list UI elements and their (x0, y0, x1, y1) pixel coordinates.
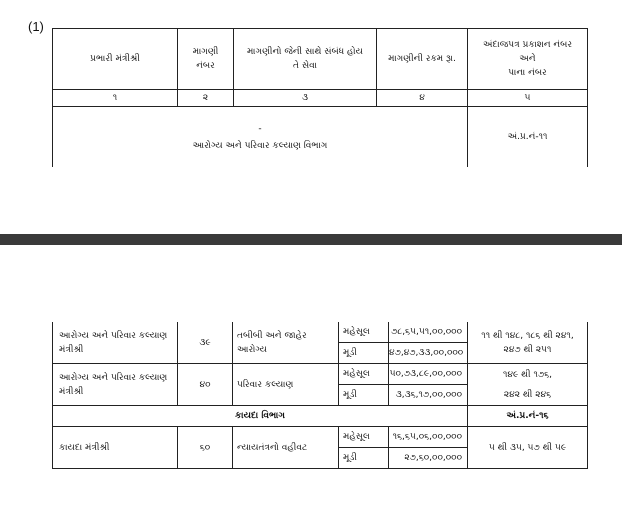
table-row (53, 322, 588, 343)
index-row (53, 90, 588, 107)
revenue-amount: ૭૮,૬૫,૫૧,૦૦,૦૦૦ (389, 322, 468, 343)
minister-cell: આરોગ્ય અને પરિવાર કલ્યાણ મંત્રીશ્રી (53, 364, 178, 406)
demand-number: ૬૦ (178, 427, 233, 469)
page-numbers: ૧૧ થી ૧૪૮, ૧૮૬ થી ૨૪૧, ૨૪૭ થી ૨૫૧ (468, 322, 588, 364)
page-divider (0, 234, 622, 245)
capital-amount: ૨૭,૬૦,૦૦,૦૦૦ (389, 448, 468, 469)
revenue-amount: ૧૬,૬૫,૦૬,૦૦,૦૦૦ (389, 427, 468, 448)
header-row (53, 29, 588, 90)
index-cell: ૪ (377, 90, 468, 107)
table-row (53, 427, 588, 448)
budget-header-table (52, 28, 588, 167)
demand-number: ૪૦ (178, 364, 233, 406)
table-row (53, 364, 588, 385)
index-cell: ૨ (178, 90, 234, 107)
header-service: માગણીનો જેની સાથે સંબંધ હોય તે સેવા (234, 29, 377, 90)
section-number: (1) (28, 19, 44, 34)
capital-label: મૂડી (339, 343, 389, 364)
revenue-amount: ૫૦,૭૩,૮૯,૦૦,૦૦૦ (389, 364, 468, 385)
demand-number: ૩૯ (178, 322, 233, 364)
budget-detail-table (52, 322, 588, 469)
index-cell: ૧ (53, 90, 178, 107)
revenue-label: મહેસૂલ (339, 322, 389, 343)
department-row (53, 406, 588, 427)
service-cell: તબીબી અને જાહેર આરોગ્ય (233, 322, 339, 364)
header-minister: પ્રભારી મંત્રીશ્રી (53, 29, 178, 90)
department-publication: અં.પ્ર.નં-૧૬ (468, 406, 588, 427)
department-name-text: આરોગ્ય અને પરિવાર કલ્યાણ વિભાગ (192, 141, 328, 151)
capital-amount: ૪૭,૪૭,૩૩,૦૦,૦૦૦ (389, 343, 468, 364)
department-name (53, 107, 468, 168)
department-dash: - (258, 124, 262, 134)
index-cell: ૩ (234, 90, 377, 107)
capital-label: મૂડી (339, 448, 389, 469)
service-cell: ન્યાયતંત્રનો વહીવટ (233, 427, 339, 469)
minister-cell: આરોગ્ય અને પરિવાર કલ્યાણ મંત્રીશ્રી (53, 322, 178, 364)
revenue-label: મહેસૂલ (339, 427, 389, 448)
department-name: કાયદા વિભાગ (53, 406, 468, 427)
minister-cell: કાયદા મંત્રીશ્રી (53, 427, 178, 469)
department-row (53, 107, 588, 168)
header-demand-number: માગણી નંબર (178, 29, 234, 90)
revenue-label: મહેસૂલ (339, 364, 389, 385)
index-cell: ૫ (468, 90, 588, 107)
capital-amount: ૩,૩૬,૧૭,૦૦,૦૦૦ (389, 385, 468, 406)
header-publication: અંદાજપત્ર પ્રકાશન નંબર અને પાના નંબર (468, 29, 588, 90)
page-numbers: ૧૪૯ થી ૧૭૬, ૨૪૨ થી ૨૪૬ (468, 364, 588, 406)
capital-label: મૂડી (339, 385, 389, 406)
service-cell: પરિવાર કલ્યાણ (233, 364, 339, 406)
department-publication: અં.પ્ર.નં-૧૧ (468, 107, 588, 168)
page-numbers: ૫ થી ૩૫, ૫૭ થી ૫૯ (468, 427, 588, 469)
header-amount: માગણીની રકમ રૂા. (377, 29, 468, 90)
